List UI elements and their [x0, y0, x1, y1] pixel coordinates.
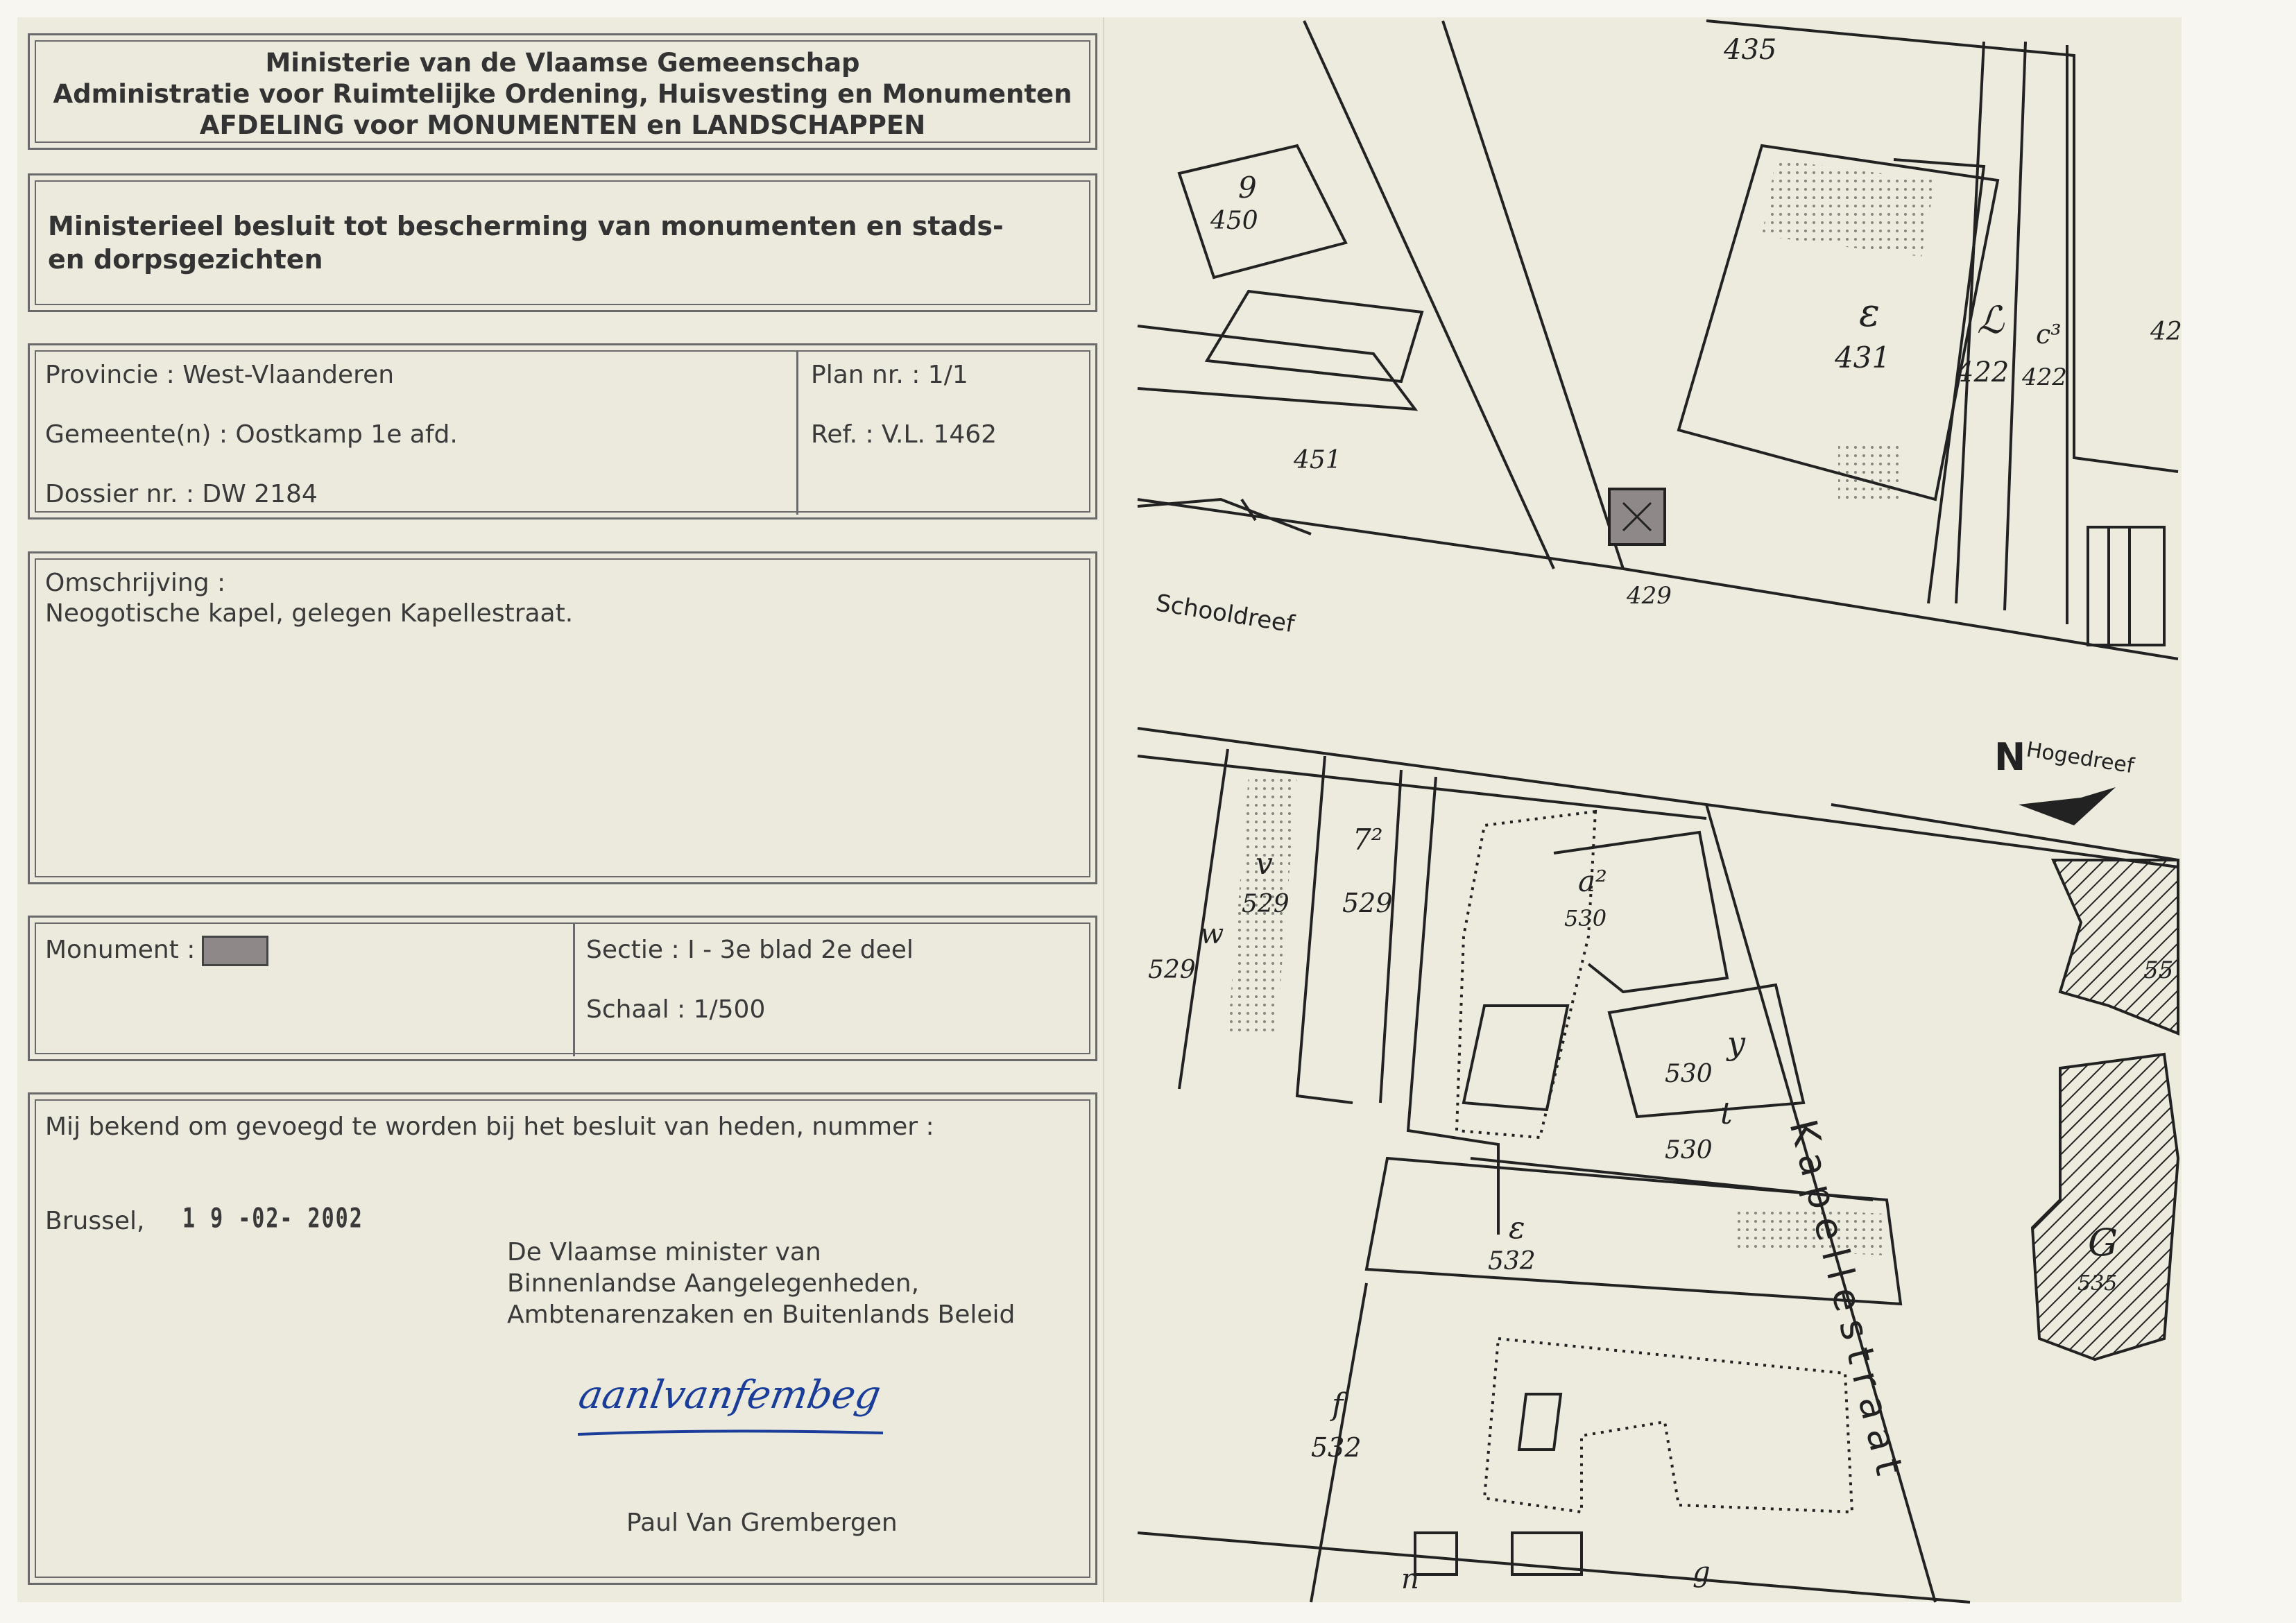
parcel-y: y	[1727, 1024, 1745, 1062]
parcel-530c: 530	[1665, 1136, 1713, 1165]
ministry-title: Ministerie van de Vlaamse Gemeenschap	[265, 48, 860, 78]
approval-statement: Mij bekend om gevoegd te worden bij het besluit van heden, nummer :	[45, 1113, 934, 1141]
street-schooldreef: Schooldreef	[1154, 589, 1296, 639]
parcel-535: 535	[2077, 1271, 2118, 1296]
info-box	[28, 343, 1097, 519]
north-label: N	[1994, 735, 2026, 779]
parcel-422a: 422	[1956, 357, 2010, 388]
decree-box	[28, 173, 1097, 312]
minister-line-3: Ambtenarenzaken en Buitenlands Beleid	[507, 1300, 1016, 1329]
parcel-epsilon: ε	[1859, 291, 1881, 336]
description-label: Omschrijving :	[45, 569, 226, 597]
cadastral-map	[1138, 21, 2182, 1602]
parcel-451: 451	[1294, 446, 1342, 474]
provincie-field: Provincie : West-Vlaanderen	[45, 361, 395, 389]
fold-line	[1103, 17, 1104, 1602]
dossier-field: Dossier nr. : DW 2184	[45, 480, 318, 508]
legend-divider	[573, 923, 575, 1056]
parcel-530a: 530	[1564, 905, 1607, 931]
parcel-g: G	[2088, 1221, 2118, 1264]
street-kapellestraat: Kapellestraat	[1781, 1115, 1914, 1489]
parcel-l: ℒ	[1977, 298, 2004, 342]
parcel-530b: 530	[1665, 1060, 1713, 1088]
place-label: Brussel,	[45, 1207, 145, 1235]
parcel-55: 55	[2143, 956, 2174, 984]
parcel-450: 450	[1210, 207, 1258, 235]
approval-box	[28, 1092, 1097, 1585]
sectie-field: Sectie : I - 3e blad 2e deel	[586, 936, 914, 964]
parcel-epsilon-2: ε	[1509, 1210, 1525, 1246]
parcel-7sq: 7²	[1353, 823, 1383, 857]
decree-title: Ministerieel besluit tot bescherming van monumenten en stads- en dorpsgezichten	[48, 211, 1004, 275]
monument-swatch	[202, 936, 268, 966]
parcel-42: 42	[2150, 318, 2182, 346]
parcel-v: v	[1256, 846, 1273, 882]
parcel-g-lower: g	[1693, 1556, 1711, 1588]
schaal-field: Schaal : 1/500	[586, 995, 766, 1024]
signature-script: aanlvanfembeg	[575, 1373, 884, 1418]
street-hogedreef: Hogedreef	[2024, 737, 2136, 779]
legend-box	[28, 916, 1097, 1061]
parcel-431: 431	[1835, 341, 1891, 375]
department-title: AFDELING voor MONUMENTEN en LANDSCHAPPEN	[199, 110, 926, 140]
gemeente-field: Gemeente(n) : Oostkamp 1e afd.	[45, 420, 458, 449]
minister-line-1: De Vlaamse minister van	[507, 1238, 821, 1266]
parcel-422b: 422	[2022, 363, 2067, 391]
description-box	[28, 551, 1097, 884]
parcel-532a: 532	[1488, 1247, 1536, 1276]
date-stamp: 1 9 -02- 2002	[182, 1203, 363, 1235]
info-divider	[796, 351, 798, 515]
parcel-c3: c³	[2036, 319, 2062, 350]
administration-title: Administratie voor Ruimtelijke Ordening, Huisvesting en Monumenten	[53, 79, 1072, 109]
parcel-a2: a²	[1578, 864, 1607, 898]
plan-field: Plan nr. : 1/1	[811, 361, 968, 389]
signature	[571, 1365, 1001, 1462]
monument-label: Monument :	[45, 936, 196, 964]
monument-legend	[45, 934, 268, 966]
parcel-435: 435	[1724, 34, 1777, 66]
parcel-w: w	[1200, 918, 1224, 950]
parcel-532b: 532	[1311, 1432, 1362, 1463]
description-text: Neogotische kapel, gelegen Kapellestraat.	[45, 599, 574, 628]
parcel-529c: 529	[1342, 888, 1393, 918]
ref-field: Ref. : V.L. 1462	[811, 420, 997, 449]
parcel-t: t	[1720, 1096, 1733, 1131]
parcel-429: 429	[1627, 582, 1672, 610]
parcel-f: f	[1332, 1387, 1344, 1423]
signatory-name: Paul Van Grembergen	[626, 1509, 898, 1537]
parcel-n: n	[1401, 1563, 1419, 1595]
parcel-529a: 529	[1242, 890, 1290, 918]
parcel-9: 9	[1238, 171, 1257, 205]
header-box	[28, 33, 1097, 150]
minister-line-2: Binnenlandse Aangelegenheden,	[507, 1269, 920, 1298]
parcel-529b: 529	[1148, 956, 1196, 984]
